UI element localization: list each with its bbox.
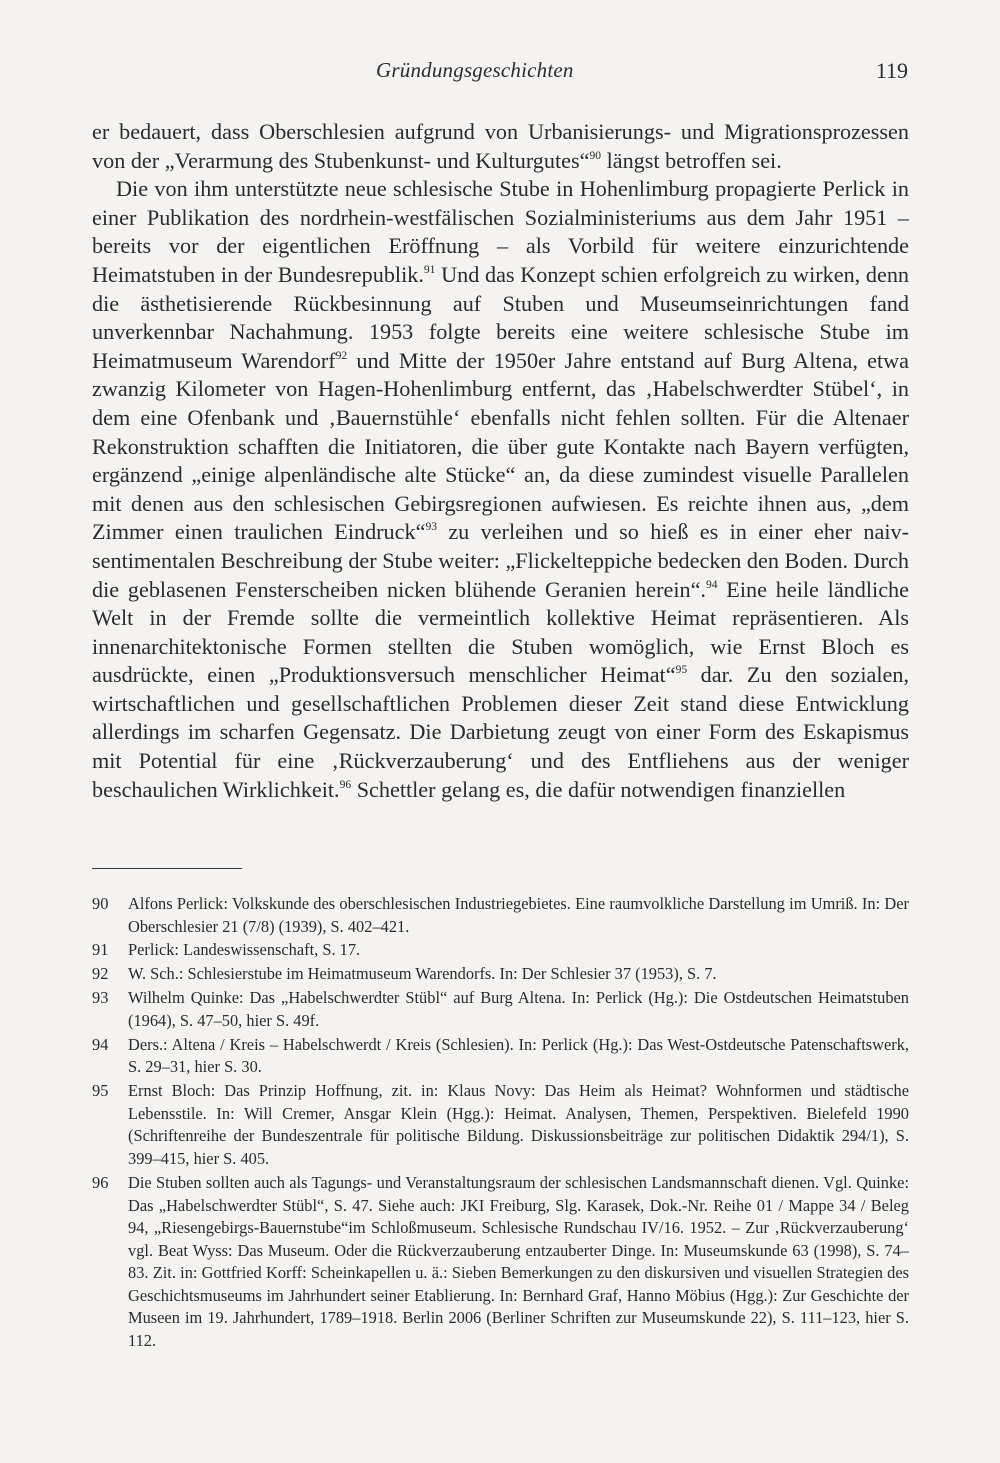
footnote-92: [92, 963, 909, 986]
footnote-number: 94: [92, 1034, 109, 1054]
footnote-96: [92, 1172, 909, 1353]
text-segment: dar. Zu den sozialen, wirtschaftlichen und gesellschaftlichen Problemen dieser Zeit stand diese Entwicklung allerdings im scharfen Gegensatz. Die Darbietung zeugt von einer Form des Eskapismus mit Potential für eine ‚Rückverzauberung‘ und des Entfliehens aus der weniger beschaulichen Wirklichkeit.: [92, 662, 909, 802]
footnote-text: Ernst Bloch: Das Prinzip Hoffnung, zit. in: Klaus Novy: Das Heim als Heimat? Wohnformen und städtische Lebensstile. In: Will Cremer, Ansgar Klein (Hgg.): Heimat. Analysen, Themen, Perspektiven. Bielefeld 1990 (Schriftenreihe der Bundeszentrale für politische Bildung. Diskussionsbeiträge zur politischen Didaktik 294/1), S. 399–415, hier S. 405.: [128, 1081, 909, 1169]
paragraph-2: [92, 175, 909, 804]
footnote-text: Die Stuben sollten auch als Tagungs- und Veranstaltungsraum der schlesischen Landsmannschaft dienen. Vgl. Quinke: Das „Habelschwerdter Stübl“, S. 47. Siehe auch: JKI Freiburg, Slg. Karasek, Dok.-Nr. Reihe 01 / Mappe 34 / Beleg 94, „Riesengebirgs-Bauernstube“im Schloßmuseum. Schlesische Rundschau IV/16. 1952. – Zur ‚Rückverzauberung‘ vgl. Beat Wyss: Das Museum. Oder die Rückverzauberung entzauberter Dinge. In: Museumskunde 63 (1998), S. 74–83. Zit. in: Gottfried Korff: Scheinkapellen u. ä.: Sieben Bemerkungen zu den diskursiven und visuellen Strategien des Geschichtsmuseums im Jahrhundert seiner Etablierung. In: Bernhard Graf, Hanno Möbius (Hgg.): Zur Geschichte der Museen im 19. Jahrhundert, 1789–1918. Berlin 2006 (Berliner Schriften zur Museumskunde 22), S. 111–123, hier S. 112.: [128, 1172, 909, 1351]
footnote-ref-91: 91: [423, 263, 436, 276]
page-header: [92, 58, 908, 88]
footnote-number: 91: [92, 940, 109, 960]
footnote-94: [92, 1034, 909, 1079]
footnotes: [92, 893, 909, 1354]
footnote-ref-96: 96: [339, 778, 352, 791]
footnote-text: Alfons Perlick: Volkskunde des oberschlesischen Industriegebietes. Eine raumvolkliche Darstellung im Umriß. In: Der Oberschlesier 21 (7/8) (1939), S. 402–421.: [128, 894, 909, 936]
footnote-ref-90: 90: [589, 149, 602, 162]
main-text: [92, 118, 909, 804]
text-segment: Eine heile ländliche Welt in der Fremde sollte die vermeintlich kollektive Heimat repräsentieren. Als innenarchitektonische Formen stellten die Stuben womöglich, wie Ernst Bloch es ausdrückte, einen „Produktionsversuch menschlicher Heimat“: [92, 576, 909, 688]
footnote-93: [92, 987, 909, 1032]
text-segment: Die von ihm unterstützte neue schlesische Stube in Hohenlimburg propagierte Perlick in einer Publikation des nordrhein-westfälischen Sozialministeriums aus dem Jahr 1951 – bereits vor der eigentlichen Eröffnung – als Vorbild für weitere einzurichtende Heimatstuben in der Bundesrepublik.: [92, 176, 909, 287]
footnote-ref-94: 94: [705, 578, 718, 591]
footnote-number: 93: [92, 988, 109, 1008]
footnote-number: 95: [92, 1081, 109, 1101]
footnote-text: Perlick: Landeswissenschaft, S. 17.: [128, 940, 361, 960]
footnote-number: 92: [92, 964, 109, 984]
footnote-number: 90: [92, 894, 109, 913]
paragraph-1: [92, 118, 909, 175]
footnote-ref-95: 95: [675, 664, 688, 677]
text-segment: längst betroffen sei.: [601, 147, 782, 173]
footnote-text: Wilhelm Quinke: Das „Habelschwerdter Stübl“ auf Burg Altena. In: Perlick (Hg.): Die Ostdeutschen Heimatstuben (1964), S. 47–50, hier S. 49f.: [128, 988, 909, 1030]
footnote-ref-93: 93: [425, 521, 437, 534]
footnote-divider: [92, 868, 242, 869]
page-number: 119: [875, 58, 908, 83]
running-head: Gründungsgeschichten: [376, 58, 574, 82]
text-segment: Schettler gelang es, die dafür notwendigen finanziellen: [351, 776, 846, 802]
footnote-text: Ders.: Altena / Kreis – Habelschwerdt / Kreis (Schlesien). In: Perlick (Hg.): Das West-Ostdeutsche Patenschaftswerk, S. 29–31, hier S. 30.: [128, 1034, 909, 1077]
text-segment: er bedauert, dass Oberschlesien aufgrund von Urbanisierungs- und Migrationsprozessen von der „Verarmung des Stubenkunst- und Kulturgutes“: [92, 119, 909, 173]
footnote-95: [92, 1080, 909, 1170]
text-segment: zu verleihen und so hieß es in einer eher naiv-sentimentalen Beschreibung der Stube weiter: „Flickelteppiche bedecken den Boden. Durch die geblasenen Fensterscheiben nicken blühende Geranien herein“.: [92, 519, 910, 602]
text-segment: Und das Konzept schien erfolgreich zu wirken, denn die ästhetisierende Rückbesinnung auf Stuben und Museumseinrichtungen fand unverkennbar Nachahmung. 1953 folgte bereits eine weitere schlesische Stube im Heimatmuseum Warendorf: [92, 261, 910, 373]
footnote-number: 96: [92, 1172, 109, 1192]
footnote-ref-92: 92: [335, 349, 348, 362]
footnote-text: W. Sch.: Schlesierstube im Heimatmuseum Warendorfs. In: Der Schlesier 37 (1953), S. 7.: [128, 964, 717, 984]
footnote-90: [92, 893, 909, 938]
text-segment: und Mitte der 1950er Jahre entstand auf Burg Altena, etwa zwanzig Kilometer von Hagen-Hohenlimburg entfernt, das ‚Habelschwerdter Stübel‘, in dem eine Ofenbank und ‚Bauernstühle‘ ebenfalls nicht fehlen sollten. Für die Altenaer Rekonstruktion schafften die Initiatoren, die über gute Kontakte nach Bayern verfügten, ergänzend „einige alpenländische alte Stücke“ an, da diese zumindest visuelle Parallelen mit denen aus den schlesischen Gebirgsregionen aufwiesen. Es reichte ihnen aus, „dem Zimmer einen traulichen Eindruck“: [92, 347, 909, 545]
footnote-91: [92, 939, 909, 962]
